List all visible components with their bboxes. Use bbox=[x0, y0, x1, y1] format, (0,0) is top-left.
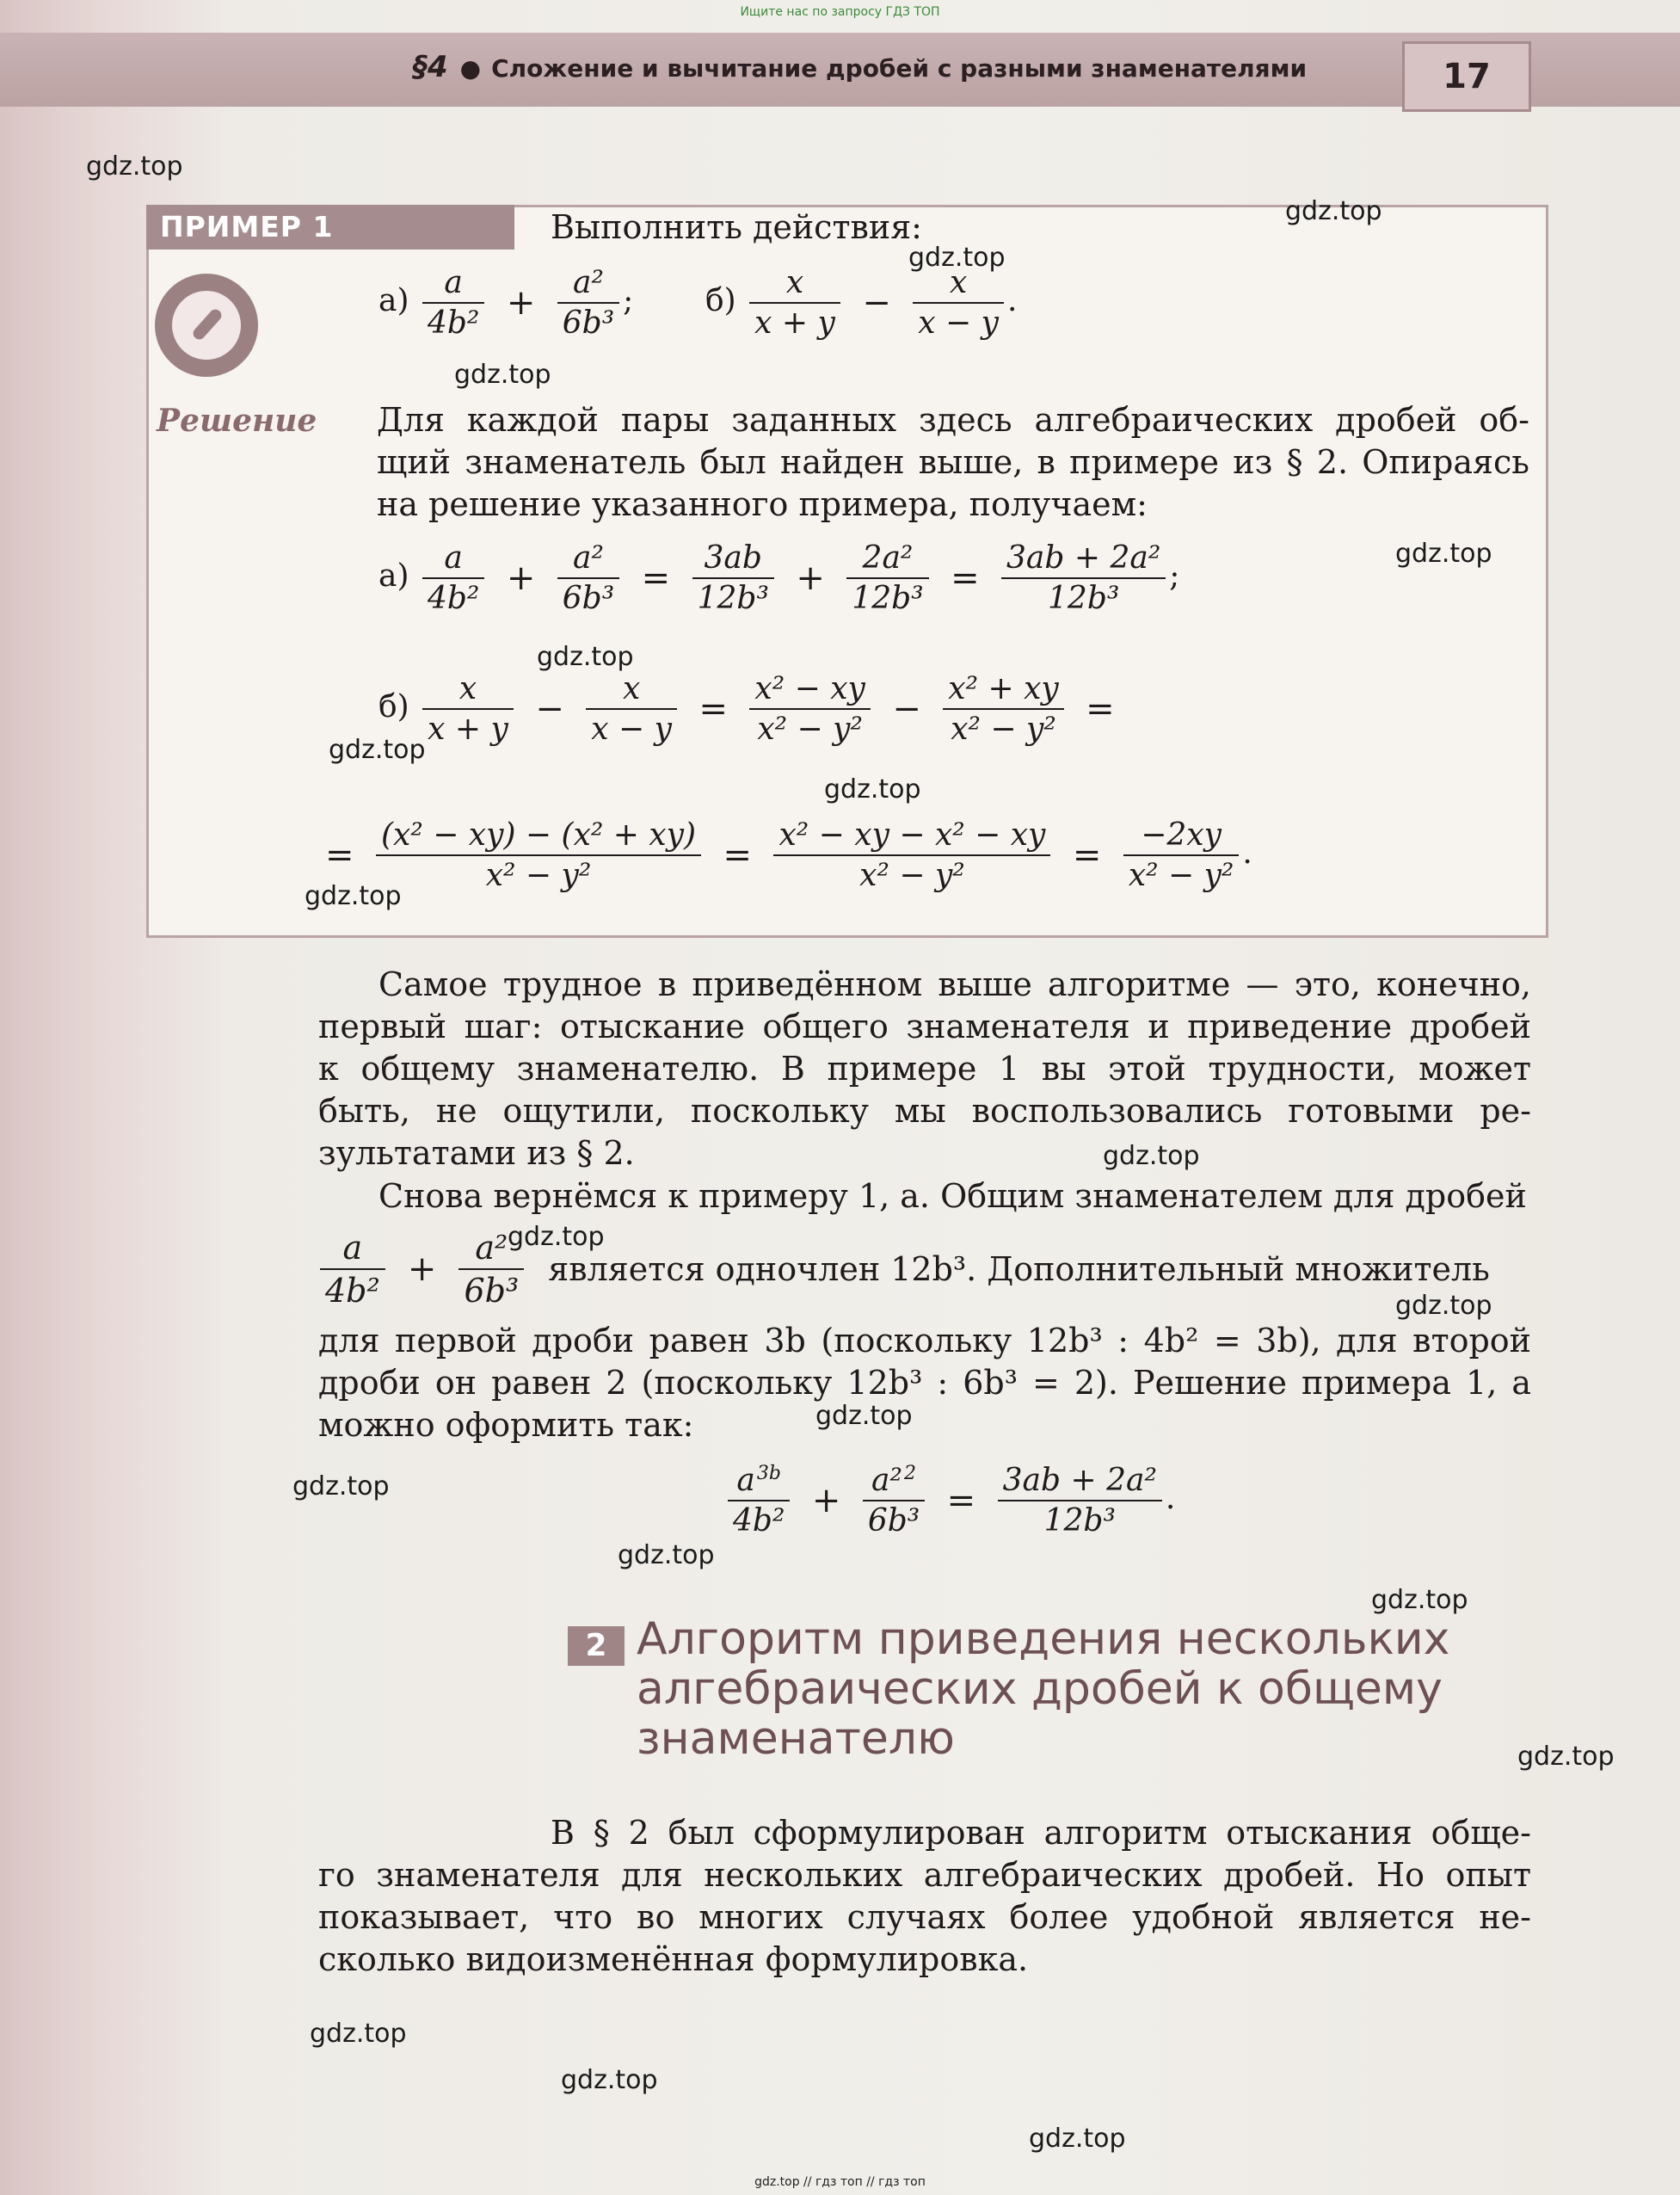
watermark: gdz.top bbox=[537, 642, 634, 672]
watermark: gdz.top bbox=[292, 1471, 390, 1501]
example-icon bbox=[155, 274, 258, 377]
section-title: Алгоритм приведения нескольких алгебраических дробей к общему знаменателю bbox=[637, 1613, 1450, 1765]
paragraph-2-line-1: Снова вернёмся к примеру 1, а. Общим знаменателем для дробей bbox=[378, 1177, 1527, 1215]
example-label: ПРИМЕР 1 bbox=[146, 205, 514, 250]
watermark: gdz.top bbox=[305, 881, 402, 911]
watermark: gdz.top bbox=[824, 774, 921, 805]
chapter-title: Сложение и вычитание дробей с разными знаменателями bbox=[491, 54, 1308, 83]
watermark: gdz.top bbox=[1371, 1585, 1468, 1615]
watermark: gdz.top bbox=[329, 735, 426, 765]
paragraph-2: для первой дроби равен 3b (поскольку 12b³ : 4b² = 3b), для второй дроби он равен 2 (поскольку 12b³ : 6b³ = 2). Решение примера 1, а можно оформить так: bbox=[318, 1322, 1531, 1444]
watermark: gdz.top bbox=[1395, 1291, 1492, 1321]
part-a-label: а) bbox=[378, 283, 409, 318]
running-header bbox=[413, 50, 1307, 84]
solution-b-continued: = $\frac{\text{(x² − xy) − (x² + xy)}}{\text{x² − y²}}$ = $\frac{\text{x² − xy − x² − xy}}{\text{x² − y²}}$ = $\frac{-2xy}{\text{x² − y²}}$ . bbox=[325, 817, 1252, 893]
watermark: gdz.top bbox=[618, 1540, 715, 1570]
final-expression: $\frac{a^{3b}}{\text{4b²}}$ + $\frac{a^2^2}{\text{6b³}}$ = $\frac{\text{3ab + 2a²}}{\text{12b³}}$ . bbox=[724, 1463, 1175, 1538]
watermark: gdz.top bbox=[815, 1401, 913, 1431]
watermark: gdz.top bbox=[1285, 196, 1382, 226]
solution-label: Решение bbox=[157, 403, 317, 439]
watermark: gdz.top bbox=[310, 2019, 407, 2049]
paragraph-3: В § 2 был сформулирован алгоритм отыскания обще- го знаменателя для нескольких алгебраических дробей. Но опыт показывает, что во многих случаях более удобной является не- сколько видоизменённая формулировка. bbox=[318, 1814, 1531, 1978]
bottom-note: gdz.top // гдз топ // гдз топ bbox=[754, 2175, 926, 2189]
task-a: а) $\frac{a}{\text{4b²}}$ + $\frac{\text{a²}}{\text{6b³}}$ ; bbox=[378, 265, 634, 341]
watermark: gdz.top bbox=[454, 360, 551, 390]
task-text: Выполнить действия: bbox=[551, 208, 922, 246]
section-symbol: §4 bbox=[413, 50, 448, 84]
section-number: 2 bbox=[568, 1626, 625, 1666]
watermark: gdz.top bbox=[508, 1222, 605, 1252]
watermark: gdz.top bbox=[1517, 1742, 1615, 1772]
solution-b: б) $\frac{x}{x + y}$ − $\frac{x}{x - y}$ = $\frac{\text{x² − xy}}{\text{x² − y²}}$ − $\frac{\text{x² + xy}}{\text{x² − y²}}$ = bbox=[378, 671, 1115, 747]
part-b-label: б) bbox=[705, 283, 736, 318]
paragraph-1: Самое трудное в приведённом выше алгоритме — это, конечно, первый шаг: отыскание общего знаменателя и приведение дробей к общему знаменателю. В примере 1 вы этой трудности, может быть, не ощутили, поскольку мы воспользовались готовыми ре- зультатами из § 2. bbox=[318, 965, 1531, 1172]
solution-a: а) $\frac{a}{\text{4b²}}$ + $\frac{\text{a²}}{\text{6b³}}$ = $\frac{3ab}{\text{12b³}}$ + $\frac{\text{2a²}}{\text{12b³}}$ = $\frac{\text{3ab + 2a²}}{\text{12b³}}$ ; bbox=[378, 540, 1180, 616]
watermark: gdz.top bbox=[908, 243, 1006, 273]
top-note: Ищите нас по запросу ГДЗ ТОП bbox=[740, 5, 940, 19]
bullet-icon: ● bbox=[459, 54, 482, 83]
watermark: gdz.top bbox=[1029, 2124, 1126, 2154]
solution-text: Для каждой пары заданных здесь алгебраических дробей об- щий знаменатель был найден выше, в примере из § 2. Опираясь на решение указанного примера, получаем: bbox=[377, 401, 1529, 523]
paragraph-2-inline: $\frac{a}{\text{4b²}}$ + $\frac{\text{a²}}{\text{6b³}}$ является одночлен 12b³. Дополнительный множитель bbox=[317, 1229, 1490, 1310]
task-b: б) $\frac{x}{x + y}$ − $\frac{x}{x - y}$ . bbox=[705, 265, 1018, 341]
watermark: gdz.top bbox=[86, 151, 183, 182]
page-number: 17 bbox=[1402, 41, 1531, 112]
watermark: gdz.top bbox=[1395, 539, 1492, 569]
watermark: gdz.top bbox=[561, 2065, 658, 2095]
watermark: gdz.top bbox=[1103, 1141, 1200, 1171]
